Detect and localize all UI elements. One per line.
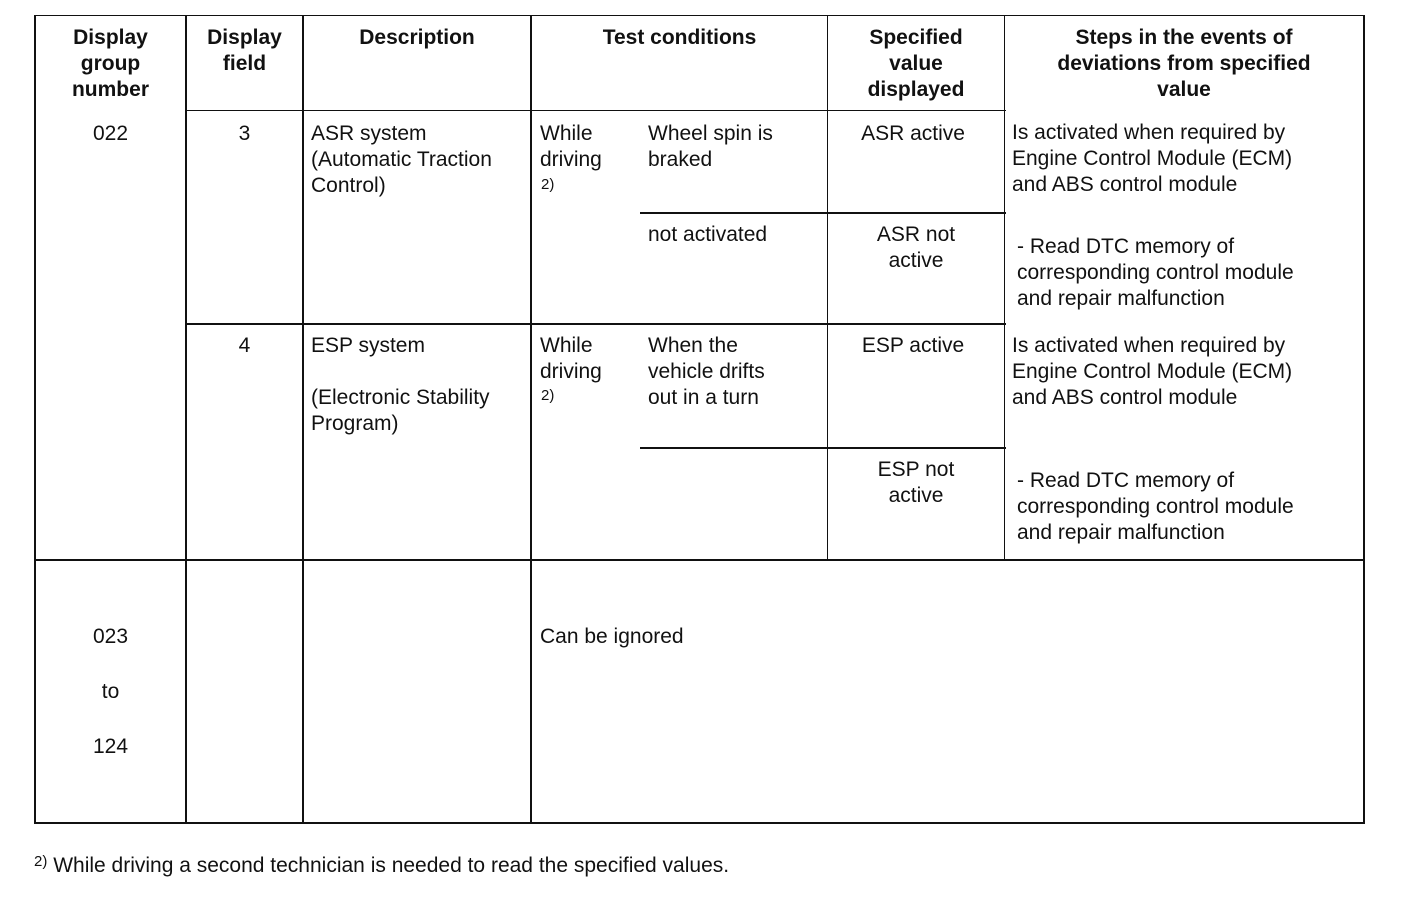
group-range-to: to — [101, 680, 120, 703]
group-range-from: 023 — [92, 625, 129, 648]
table-bottom-border — [34, 822, 1365, 824]
row-line-asr-esp — [186, 323, 1006, 325]
footnote-text: While driving a second technician is needed to read the specified values. — [53, 854, 730, 877]
esp-field: 4 — [238, 334, 251, 357]
header-test-conditions: Test conditions — [602, 26, 757, 49]
row-line-esp-sub — [640, 447, 1006, 449]
asr-condition-main: While driving — [540, 122, 602, 171]
esp-steps-2: - Read DTC memory of corresponding control module and repair malfunction — [1017, 469, 1294, 544]
esp-steps-1: Is activated when required by Engine Control Module (ECM) and ABS control module — [1012, 334, 1293, 409]
table-right-border — [1363, 15, 1365, 824]
asr-field: 3 — [238, 122, 251, 145]
col-line-2 — [302, 15, 304, 824]
col-line-3 — [530, 15, 532, 824]
header-steps: Steps in the events of deviations from specified value — [1057, 26, 1311, 101]
header-description: Description — [359, 26, 475, 49]
range-note: Can be ignored — [540, 625, 684, 648]
esp-condition-1: When the vehicle drifts out in a turn — [648, 334, 765, 409]
group-range-end: 124 — [92, 735, 129, 758]
table-top-border — [34, 15, 1365, 16]
footnote — [34, 853, 729, 881]
asr-steps-2: - Read DTC memory of corresponding control module and repair malfunction — [1017, 235, 1294, 310]
row-line-asr-sub — [640, 212, 1006, 214]
header-group-number: Display group number — [71, 26, 149, 101]
asr-steps-1: Is activated when required by Engine Control Module (ECM) and ABS control module — [1012, 121, 1293, 196]
header-specified-value: Specified value displayed — [867, 26, 965, 101]
group-number-022: 022 — [92, 122, 129, 145]
esp-value-1: ESP active — [861, 334, 965, 357]
section-divider — [34, 559, 1365, 561]
esp-value-2: ESP not active — [877, 458, 955, 507]
esp-description: ESP system (Electronic Stability Program) — [311, 334, 490, 435]
header-field: Display field — [207, 26, 282, 75]
asr-condition-2: not activated — [648, 223, 768, 246]
asr-condition-footnote-ref: 2) — [541, 176, 555, 193]
asr-condition-1: Wheel spin is braked — [648, 122, 773, 171]
asr-value-2: ASR not active — [876, 223, 956, 272]
header-divider — [186, 110, 1006, 111]
esp-condition-footnote-ref: 2) — [541, 387, 555, 404]
esp-condition-main: While driving — [540, 334, 602, 383]
asr-description: ASR system (Automatic Traction Control) — [311, 122, 492, 197]
asr-value-1: ASR active — [861, 122, 965, 145]
footnote-marker: 2) — [34, 853, 48, 870]
